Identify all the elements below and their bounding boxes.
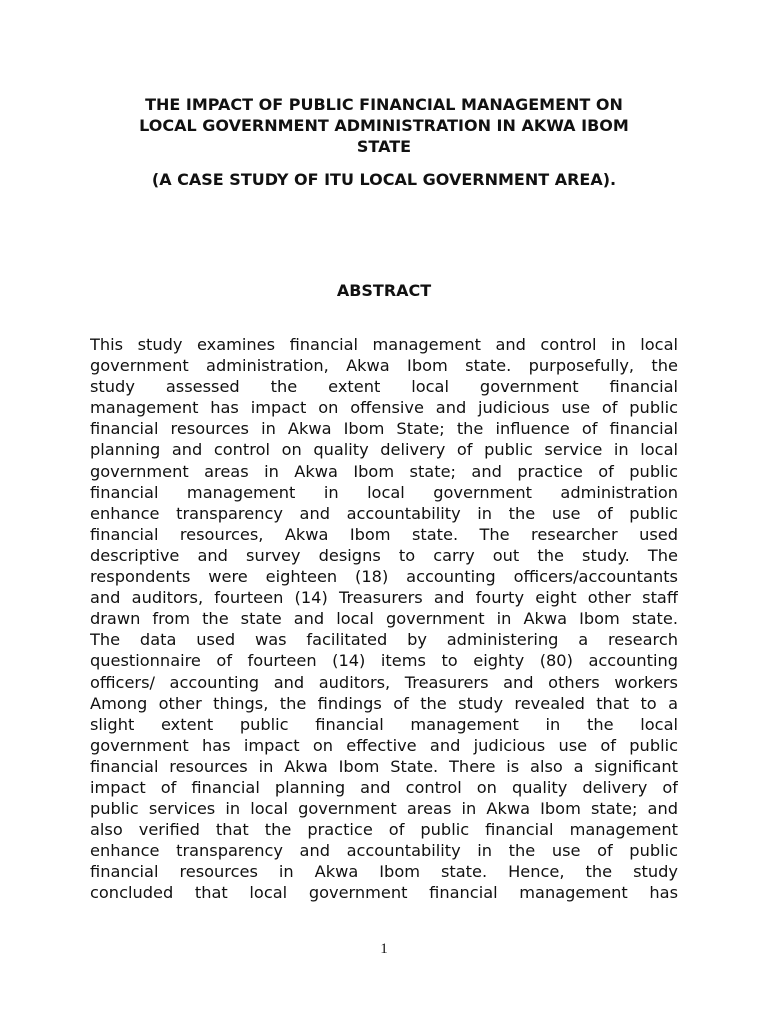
abstract-line: financial management in local government administration <box>90 482 678 502</box>
page-number: 1 <box>380 941 388 957</box>
abstract-line: also verified that the practice of public financial management <box>90 820 678 840</box>
abstract-line: descriptive and survey designs to carry out the study. The <box>90 545 678 565</box>
abstract-line: financial resources, Akwa Ibom state. The researcher used <box>90 524 678 544</box>
document-subtitle: (A CASE STUDY OF ITU LOCAL GOVERNMENT AREA). <box>151 170 617 189</box>
abstract-line: study assessed the extent local government financial <box>90 377 678 397</box>
abstract-line: government areas in Akwa Ibom state; and practice of public <box>90 461 678 481</box>
abstract-line: financial resources in Akwa Ibom State; the influence of financial <box>90 419 678 439</box>
abstract-line: enhance transparency and accountability in the use of public <box>90 841 678 861</box>
abstract-line: management has impact on offensive and judicious use of public <box>90 398 678 418</box>
abstract-line: government has impact on effective and judicious use of public <box>90 735 678 755</box>
abstract-line: financial resources in Akwa Ibom State. There is also a significant <box>90 756 678 776</box>
abstract-line: planning and control on quality delivery of public service in local <box>90 440 678 460</box>
document-title <box>90 94 678 157</box>
abstract-line: enhance transparency and accountability in the use of public <box>90 503 678 523</box>
abstract-line: The data used was facilitated by administering a research <box>90 630 678 650</box>
title-line-3: STATE <box>356 137 412 156</box>
abstract-body <box>90 334 678 904</box>
abstract-line: impact of financial planning and control on quality delivery of <box>90 777 678 797</box>
abstract-line: This study examines financial management and control in local <box>90 335 678 354</box>
abstract-line: concluded that local government financial management has <box>90 883 678 903</box>
abstract-heading: ABSTRACT <box>336 281 432 300</box>
abstract-line: government administration, Akwa Ibom state. purposefully, the <box>90 356 678 376</box>
abstract-line: Among other things, the findings of the study revealed that to a <box>90 693 678 713</box>
abstract-line: drawn from the state and local government in Akwa Ibom state. <box>90 609 678 629</box>
abstract-line: financial resources in Akwa Ibom state. Hence, the study <box>90 862 678 882</box>
title-line-1: THE IMPACT OF PUBLIC FINANCIAL MANAGEMENT ON <box>145 95 623 114</box>
abstract-line: officers/ accounting and auditors, Treasurers and others workers <box>90 672 678 692</box>
abstract-line: slight extent public financial management in the local <box>90 714 678 734</box>
abstract-line: respondents were eighteen (18) accounting officers/accountants <box>90 567 678 587</box>
abstract-line: and auditors, fourteen (14) Treasurers and fourty eight other staff <box>90 588 678 608</box>
title-line-2: LOCAL GOVERNMENT ADMINISTRATION IN AKWA IBOM <box>139 116 629 135</box>
abstract-line: questionnaire of fourteen (14) items to eighty (80) accounting <box>90 651 678 671</box>
abstract-line: public services in local government areas in Akwa Ibom state; and <box>90 799 678 819</box>
